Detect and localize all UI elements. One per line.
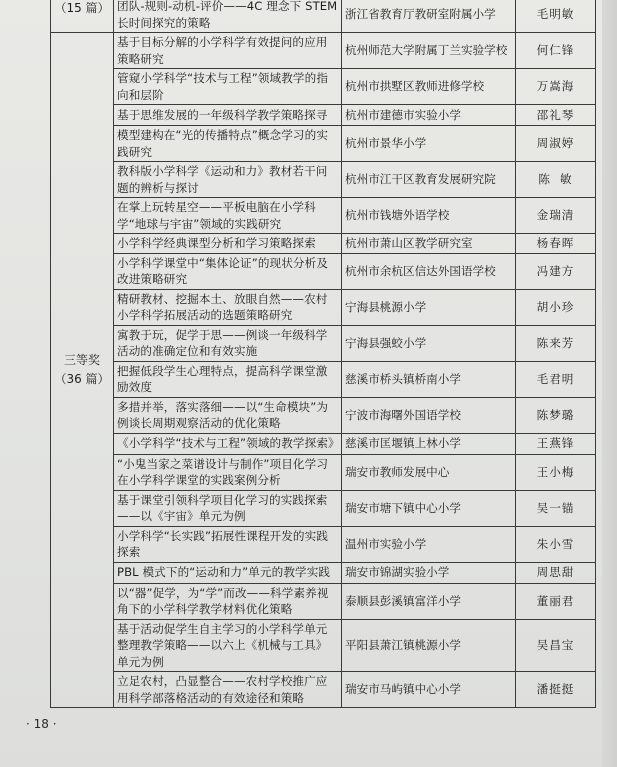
table-row	[51, 583, 596, 619]
author-unit: 杭州市拱墅区教师进修学校	[342, 69, 516, 105]
paper-title: 寓教于玩，促学于思——例谈一年级科学活动的准确定位和有效实施	[114, 325, 342, 361]
author-name: 吴昌宝	[516, 619, 596, 672]
author-name: 董丽君	[516, 583, 596, 619]
author-name: 毛君明	[516, 361, 596, 397]
paper-title: 小学科学课堂中“集体论证”的现状分析及改进策略研究	[114, 253, 342, 289]
table-row	[51, 526, 596, 562]
category-label: 三等奖	[63, 353, 100, 367]
author-unit: 宁海县强蛟小学	[342, 325, 516, 361]
author-unit: 浙江省教育厅教研室附属小学	[342, 0, 516, 33]
paper-title: 基于目标分解的小学科学有效提问的应用策略研究	[114, 33, 342, 69]
table-row	[51, 289, 596, 325]
paper-title: 《小学科学“技术与工程”领域的教学探索》	[114, 433, 342, 454]
author-unit: 温州市实验小学	[342, 526, 516, 562]
author-name: 吴一锚	[516, 490, 596, 526]
author-unit: 杭州市余杭区信达外国语学校	[342, 253, 516, 289]
author-name: 陈敏	[516, 162, 596, 198]
author-unit: 杭州市江干区教育发展研究院	[342, 162, 516, 198]
author-name: 陈来芳	[516, 325, 596, 361]
table-row	[51, 325, 596, 361]
table-row	[51, 126, 596, 162]
table-row	[51, 433, 596, 454]
table-row	[51, 361, 596, 397]
author-name: 何仁锋	[516, 33, 596, 69]
table-row	[51, 0, 596, 33]
paper-title: 基于思维发展的一年级科学教学策略探寻	[114, 105, 342, 126]
paper-title: 多措并举，落实落细——以“生命模块”为例谈长周期观察活动的优化策略	[114, 397, 342, 433]
author-unit: 宁波市海曙外国语学校	[342, 397, 516, 433]
paper-title: 小学科学经典课型分析和学习策略探索	[114, 234, 342, 254]
paper-title: 在掌上玩转星空——平板电脑在小学科学“地球与宇宙”领域的实践研究	[114, 198, 342, 234]
author-name: 王燕锋	[516, 433, 596, 454]
author-unit: 瑞安市塘下镇中心小学	[342, 490, 516, 526]
author-name: 周淑婷	[516, 126, 596, 162]
author-name: 万嵩海	[516, 69, 596, 105]
author-unit: 宁海县桃源小学	[342, 289, 516, 325]
paper-title: “小鬼当家之菜谱设计与制作”项目化学习在小学科学课堂的实践案例分析	[114, 454, 342, 490]
awards-table	[50, 0, 596, 708]
table-row	[51, 454, 596, 490]
table-row	[51, 33, 596, 69]
paper-title: 基于活动促学生自主学习的小学科学单元整理教学策略——以六上《机械与工具》单元为例	[114, 619, 342, 672]
table-row	[51, 162, 596, 198]
paper-title: 小学科学“长实践”拓展性课程开发的实践探索	[114, 526, 342, 562]
category-cell	[51, 33, 114, 708]
paper-title: PBL 模式下的“运动和力”单元的教学实践	[114, 562, 342, 583]
page-number: · 18 ·	[26, 717, 57, 731]
table-row	[51, 562, 596, 583]
author-unit: 瑞安市教师发展中心	[342, 454, 516, 490]
table-row	[51, 397, 596, 433]
author-name: 潘挺挺	[516, 672, 596, 708]
paper-title: 模型建构在“光的传播特点”概念学习的实践研究	[114, 126, 342, 162]
table-row	[51, 105, 596, 126]
author-unit: 杭州市钱塘外语学校	[342, 198, 516, 234]
category-count: （36 篇）	[54, 372, 110, 386]
page-edge-shadow	[602, 0, 617, 767]
paper-title: 团队-规则-动机-评价——4C 理念下 STEM 长时间探究的策略	[114, 0, 342, 33]
paper-title: 基于课堂引领科学项目化学习的实践探索——以《宇宙》单元为例	[114, 490, 342, 526]
paper-title: 立足农村，凸显整合——农村学校推广应用科学部落格活动的有效途径和策略	[114, 672, 342, 708]
author-unit: 杭州市萧山区教学研究室	[342, 234, 516, 254]
author-unit: 杭州市建德市实验小学	[342, 105, 516, 126]
author-name: 朱小雪	[516, 526, 596, 562]
table-row	[51, 234, 596, 254]
author-name: 金瑞清	[516, 198, 596, 234]
author-unit: 杭州市景华小学	[342, 126, 516, 162]
table-row	[51, 253, 596, 289]
author-name: 邵礼琴	[516, 105, 596, 126]
paper-title: 精研教材、挖掘本土、放眼自然——农村小学科学拓展活动的选题策略研究	[114, 289, 342, 325]
table-row	[51, 672, 596, 708]
author-name: 毛明敏	[516, 0, 596, 33]
author-name: 冯建方	[516, 253, 596, 289]
paper-title: 把握低段学生心理特点，提高科学课堂激励效度	[114, 361, 342, 397]
author-name: 陈梦璐	[516, 397, 596, 433]
author-unit: 慈溪市桥头镇桥南小学	[342, 361, 516, 397]
table-row	[51, 490, 596, 526]
author-name: 周思甜	[516, 562, 596, 583]
author-unit: 平阳县萧江镇桃源小学	[342, 619, 516, 672]
paper-title: 以“器”促学，为“学”而改——科学素养视角下的小学科学教学材料优化策略	[114, 583, 342, 619]
author-name: 王小梅	[516, 454, 596, 490]
author-name: 杨春晖	[516, 234, 596, 254]
category-cell: （15 篇）	[51, 0, 114, 33]
author-unit: 泰顺县彭溪镇富洋小学	[342, 583, 516, 619]
author-unit: 瑞安市锦湖实验小学	[342, 562, 516, 583]
table-row	[51, 198, 596, 234]
author-name: 胡小珍	[516, 289, 596, 325]
paper-title: 管窥小学科学“技术与工程”领域教学的指向和层阶	[114, 69, 342, 105]
author-unit: 慈溪市匡堰镇上林小学	[342, 433, 516, 454]
author-unit: 瑞安市马屿镇中心小学	[342, 672, 516, 708]
table-row	[51, 69, 596, 105]
author-unit: 杭州师范大学附属丁兰实验学校	[342, 33, 516, 69]
paper-title: 教科版小学科学《运动和力》教材若干问题的辨析与探讨	[114, 162, 342, 198]
table-row	[51, 619, 596, 672]
